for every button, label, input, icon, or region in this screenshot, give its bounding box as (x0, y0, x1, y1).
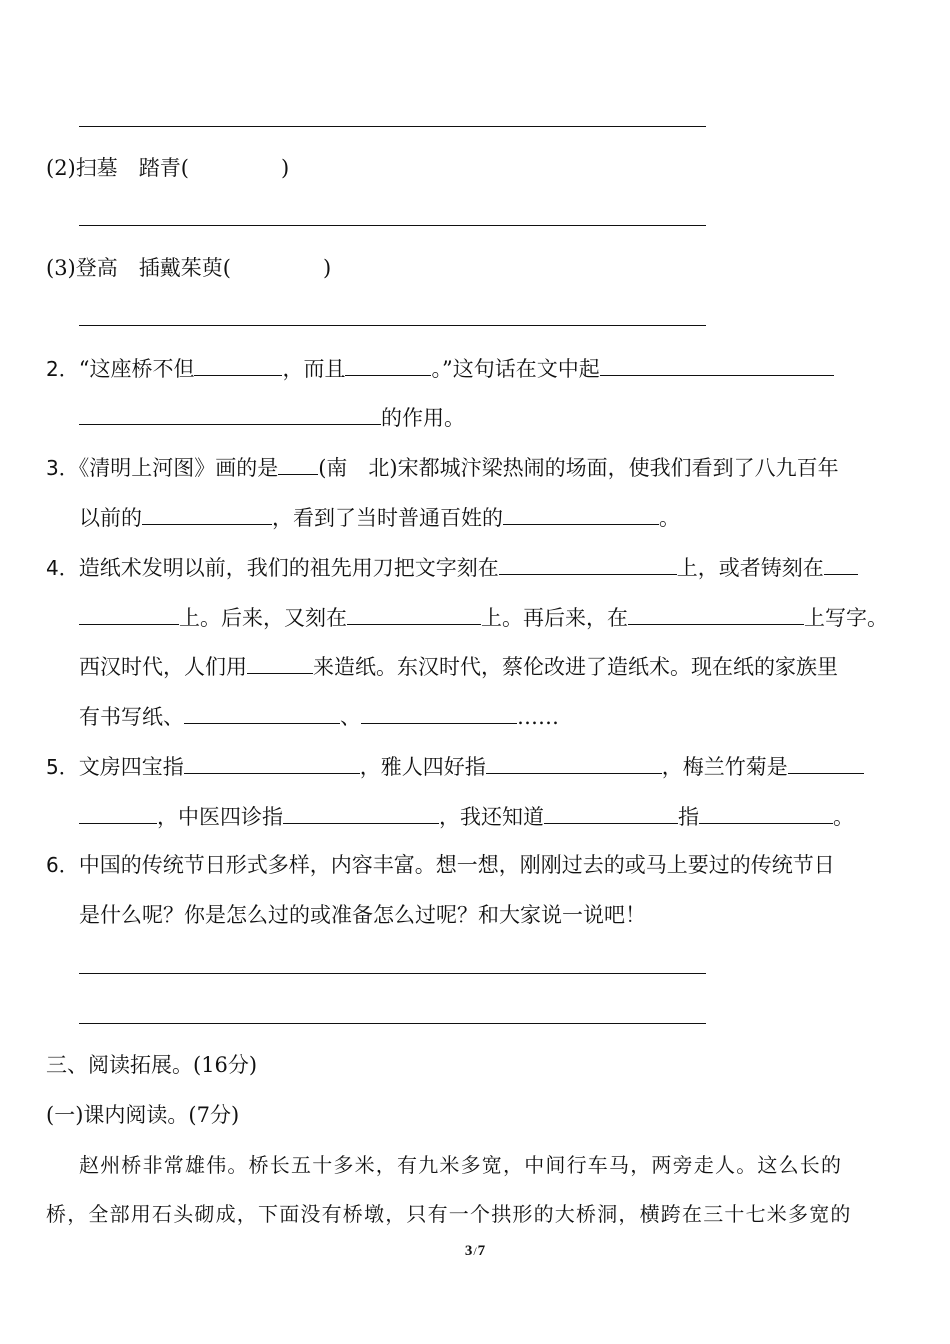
question-number: 4． (46, 556, 79, 580)
reading-passage-line-1: 赵州桥非常雄伟。桥长五十多米，有九米多宽，中间行车马，两旁走人。这么长的 (79, 1153, 843, 1177)
answer-line[interactable] (79, 1023, 706, 1024)
question-6-line-1: 6．中国的传统节日形式多样，内容丰富。想一想，刚刚过去的或马上要过的传统节日 (46, 853, 835, 877)
page-number: 3/7 (464, 1243, 486, 1259)
answer-blank[interactable] (184, 751, 360, 774)
question-6-line-2: 是什么呢？你是怎么过的或准备怎么过呢？和大家说一说吧！ (79, 903, 646, 927)
answer-line[interactable] (79, 225, 706, 226)
answer-blank[interactable] (824, 552, 858, 575)
section-3-title: 三、阅读拓展。(16分) (46, 1053, 258, 1077)
answer-blank[interactable] (184, 701, 340, 724)
reading-passage-line-2: 桥，全部用石头砌成，下面没有桥墩，只有一个拱形的大桥洞，横跨在三十七米多宽的 (46, 1202, 852, 1226)
answer-blank[interactable] (628, 602, 804, 625)
question-number: 5． (46, 755, 79, 779)
question-number: 6． (46, 853, 79, 877)
answer-blank[interactable] (79, 602, 179, 625)
answer-blank[interactable] (142, 502, 272, 525)
answer-blank[interactable] (499, 552, 677, 575)
answer-blank[interactable] (283, 801, 439, 824)
question-5-line-2: ，中医四诊指 ，我还知道 指 。 (79, 801, 854, 832)
answer-line[interactable] (79, 325, 706, 326)
question-2-line-2: 的作用。 (79, 402, 465, 433)
q1-item-3: (3)登高 插戴茱萸( ) (46, 256, 332, 280)
answer-blank[interactable] (79, 801, 157, 824)
question-3-line-1: 3．《清明上河图》画的是 (南 北)宋都城汴梁热闹的场面，使我们看到了八九百年 (46, 452, 839, 483)
answer-blank[interactable] (345, 353, 431, 376)
section-3-subtitle: (一)课内阅读。(7分) (46, 1103, 240, 1127)
question-4-line-1: 4．造纸术发明以前，我们的祖先用刀把文字刻在 上，或者铸刻在 (46, 552, 858, 583)
question-4-line-3: 西汉时代，人们用 来造纸。东汉时代，蔡伦改进了造纸术。现在纸的家族里 (79, 651, 838, 682)
answer-blank[interactable] (486, 751, 662, 774)
answer-blank[interactable] (194, 353, 282, 376)
question-number: 3． (46, 456, 79, 480)
answer-blank[interactable] (503, 502, 659, 525)
answer-line[interactable] (79, 973, 706, 974)
question-4-line-4: 有书写纸、 、 …… (79, 701, 559, 732)
answer-blank[interactable] (600, 353, 834, 376)
question-5-line-1: 5．文房四宝指 ，雅人四好指 ，梅兰竹菊是 (46, 751, 864, 782)
answer-blank[interactable] (79, 402, 381, 425)
answer-blank[interactable] (788, 751, 864, 774)
answer-line[interactable] (79, 126, 706, 127)
answer-blank[interactable] (544, 801, 678, 824)
question-number: 2． (46, 357, 79, 381)
question-3-line-2: 以前的 ，看到了当时普通百姓的 。 (79, 502, 680, 533)
answer-blank[interactable] (361, 701, 517, 724)
answer-blank[interactable] (347, 602, 481, 625)
question-4-line-2: 上。后来，又刻在 上。再后来，在 上写字。 (79, 602, 888, 633)
q1-item-2: (2)扫墓 踏青( ) (46, 156, 290, 180)
answer-blank[interactable] (699, 801, 833, 824)
answer-blank[interactable] (247, 651, 313, 674)
answer-blank[interactable] (278, 452, 318, 475)
question-2-line-1: 2．“这座桥不但 ，而且 。”这句话在文中起 (46, 353, 834, 384)
